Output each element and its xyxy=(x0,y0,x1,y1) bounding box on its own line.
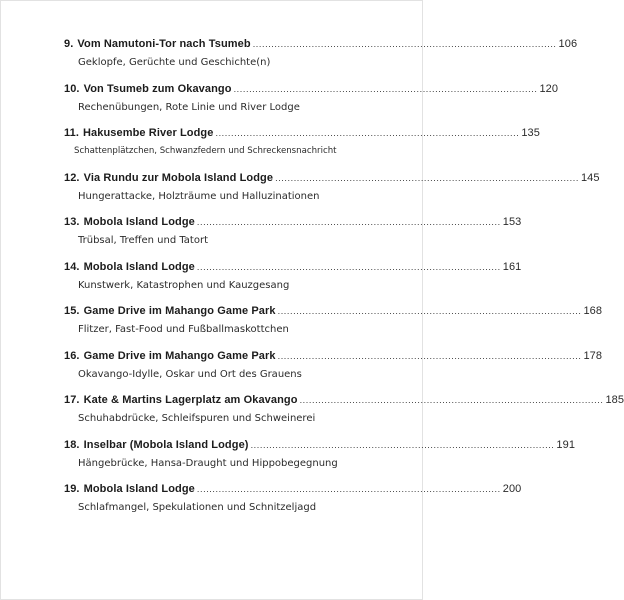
chapter-title: Via Rundu zur Mobola Island Lodge xyxy=(83,171,274,184)
toc-entry-heading xyxy=(64,438,576,452)
chapter-subtitle: Geklopfe, Gerüchte und Geschichte(n) xyxy=(78,57,271,68)
page-number: 120 xyxy=(539,82,559,95)
chapter-title: Game Drive im Mahango Game Park xyxy=(83,305,276,317)
page-number: 145 xyxy=(580,171,600,184)
chapter-title: Mobola Island Lodge xyxy=(83,483,195,495)
chapter-title: Vom Namutoni-Tor nach Tsumeb xyxy=(77,38,251,50)
toc-entry-heading xyxy=(64,260,522,274)
toc-entry xyxy=(64,37,578,82)
chapter-number: 10. xyxy=(64,82,80,95)
page-number: 153 xyxy=(502,216,522,228)
chapter-number: 15. xyxy=(64,305,80,317)
chapter-subtitle: Schuhabdrücke, Schleifspuren und Schweinerei xyxy=(78,413,316,424)
toc-entry xyxy=(64,215,522,260)
toc-entry xyxy=(64,304,603,349)
chapter-subtitle: Schattenplätzchen, Schwanzfedern und Schreckensnachricht xyxy=(74,146,337,156)
chapter-title: Von Tsumeb zum Okavango xyxy=(83,82,232,95)
page-number: 161 xyxy=(502,260,522,273)
dot-leader: .................................................................................................. xyxy=(275,172,579,183)
dot-leader: .................................................................................................. xyxy=(277,350,582,361)
chapter-subtitle: Flitzer, Fast-Food und Fußballmaskottchen xyxy=(78,324,289,335)
chapter-subtitle: Kunstwerk, Katastrophen und Kauzgesang xyxy=(78,279,290,291)
toc-entry xyxy=(64,393,624,438)
page-number: 106 xyxy=(558,38,578,50)
chapter-title: Mobola Island Lodge xyxy=(83,216,195,228)
chapter-number: 16. xyxy=(64,349,80,362)
dot-leader: .................................................................................................. xyxy=(196,484,501,494)
page-number: 200 xyxy=(502,483,522,495)
dot-leader: .................................................................................................. xyxy=(250,439,555,450)
chapter-subtitle: Rechenübungen, Rote Linie und River Lodge xyxy=(78,101,300,113)
table-of-contents xyxy=(64,37,624,527)
dot-leader: .................................................................................................. xyxy=(252,39,557,49)
chapter-number: 9. xyxy=(64,38,74,50)
dot-leader: .................................................................................................. xyxy=(196,217,501,227)
dot-leader: .................................................................................................. xyxy=(215,128,520,138)
toc-entry xyxy=(64,482,522,527)
page-number: 135 xyxy=(521,127,540,139)
chapter-subtitle: Hängebrücke, Hansa-Draught und Hippobegegnung xyxy=(78,457,338,469)
dot-leader: .................................................................................................. xyxy=(299,395,604,405)
dot-leader: .................................................................................................. xyxy=(277,306,582,316)
toc-entry-heading xyxy=(64,171,600,185)
chapter-number: 11. xyxy=(64,127,79,139)
chapter-number: 13. xyxy=(64,216,80,228)
chapter-title: Hakusembe River Lodge xyxy=(83,127,214,139)
chapter-title: Inselbar (Mobola Island Lodge) xyxy=(83,438,249,451)
page-number: 178 xyxy=(583,349,603,362)
chapter-subtitle: Okavango-Idylle, Oskar und Ort des Grauens xyxy=(78,368,302,380)
chapter-title: Game Drive im Mahango Game Park xyxy=(83,349,276,362)
chapter-subtitle: Trübsal, Treffen und Tatort xyxy=(78,235,209,246)
toc-entry-heading xyxy=(64,215,522,229)
toc-entry-heading xyxy=(64,482,522,496)
toc-entry xyxy=(64,260,522,305)
chapter-number: 17. xyxy=(64,394,80,406)
dot-leader: .................................................................................................. xyxy=(233,83,538,94)
chapter-number: 18. xyxy=(64,438,80,451)
toc-entry-heading xyxy=(64,37,578,51)
chapter-number: 19. xyxy=(64,483,80,495)
chapter-title: Kate & Martins Lagerplatz am Okavango xyxy=(83,394,298,406)
page-number: 191 xyxy=(556,438,576,451)
chapter-number: 14. xyxy=(64,260,80,273)
toc-entry xyxy=(64,438,576,483)
page-number: 168 xyxy=(583,305,603,317)
toc-entry-heading xyxy=(64,304,603,318)
toc-entry-heading xyxy=(64,82,559,96)
chapter-subtitle: Schlafmangel, Spekulationen und Schnitzeljagd xyxy=(78,502,317,513)
chapter-number: 12. xyxy=(64,171,80,184)
page-number: 185 xyxy=(605,394,624,406)
toc-entry xyxy=(64,82,559,127)
dot-leader: .................................................................................................. xyxy=(196,261,501,272)
chapter-subtitle: Hungerattacke, Holzträume und Halluzinationen xyxy=(78,190,320,202)
toc-entry-heading xyxy=(64,349,603,363)
toc-entry-heading xyxy=(64,126,540,140)
toc-entry xyxy=(64,349,603,394)
chapter-title: Mobola Island Lodge xyxy=(83,260,195,273)
toc-entry-heading xyxy=(64,393,624,407)
toc-entry xyxy=(64,126,540,171)
toc-entry xyxy=(64,171,600,216)
